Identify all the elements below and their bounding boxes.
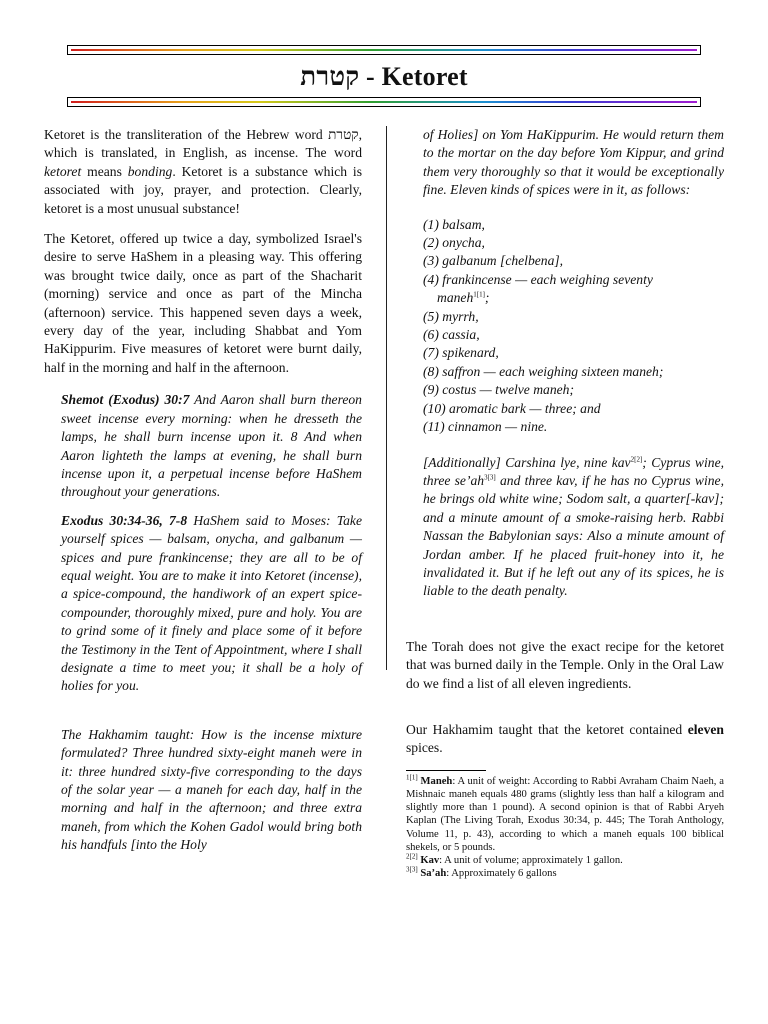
list-item: (2) onycha, — [423, 235, 485, 251]
footnote-rule — [406, 770, 486, 771]
title-border-top — [67, 45, 701, 55]
list-item-continued — [423, 289, 724, 307]
quote-add-c: and three kav, if he has no Cyprus wine, he brings old white wine; Sodom salt, a quarter[-kav]; and a minute amount of a smoke-raising herb. Rabbi Nassan the Babylonian says: Also a minute amount of Jordan amber. If he placed fruit-honey into it, he invalidated it. But if he left out any of its spices, he is liable to the death penalty. — [423, 472, 724, 599]
torah-paragraph: The Torah does not give the exact recipe for the ketoret that was burned daily in the Temple. Only in the Oral Law do we find a list of all eleven ingredients. — [406, 638, 724, 691]
list-item: (11) cinnamon — nine. — [423, 419, 548, 435]
quote-add-a: [Additionally] Carshina lye, nine kav — [423, 454, 631, 470]
footnote-1 — [406, 775, 724, 854]
intro-text-c: means — [81, 163, 128, 179]
page-title — [0, 62, 768, 92]
title-separator: - — [359, 62, 382, 91]
footnote-2 — [406, 854, 724, 867]
quote-exodus-text: HaShem said to Moses: Take yourself spices — balsam, onycha, and galbanum — spices and pure frankincense; they are all to be of equal weight. You are to make it into Ketoret (incense), a spice-compound, the handiwork of an expert spice-compounder, thoroughly mixed, pure and holy. You are to grind some of it finely and place some of it before the Testimony in the Tent of Appointment, where I shall designate a time to meet you; it shall be a holy of holies for you. — [61, 512, 362, 694]
footnote-number: 3[3] — [406, 865, 418, 874]
rainbow-rule-top — [71, 49, 697, 51]
list-item: (10) aromatic bark — three; and — [423, 400, 601, 416]
footnote-number: 2[2] — [406, 852, 418, 861]
intro-em-bonding: bonding — [127, 163, 173, 179]
rainbow-rule-bottom — [71, 101, 697, 103]
title-border-bottom — [67, 97, 701, 107]
list-item: (4) frankincense — each weighing seventy — [423, 271, 653, 287]
footnote-ref-3[interactable]: 3[3] — [484, 473, 496, 482]
list-item: (8) saffron — each weighing sixteen maneh; — [423, 363, 664, 379]
list-item: (9) costus — twelve maneh; — [423, 382, 575, 398]
spice4-maneh: maneh — [437, 290, 474, 306]
intro-text-d: . Ketoret is a substance which is associated with joy, prayer, and protection. Clearly, ketoret is a most unusual substance! — [44, 163, 362, 216]
footnote-3 — [406, 867, 724, 880]
intro-text-a: Ketoret is the transliteration of the Hebrew word — [44, 127, 329, 142]
quote-shemot-text: And Aaron shall burn thereon sweet incense every morning: when he dresseth the lamps, he shall burn incense upon it. 8 And when Aaron lighteth the lamps at evening, he shall burn incense upon it, a perpetual incense before HaShem throughout your generations. — [61, 392, 362, 500]
footnote-text: : Approximately 6 gallons — [446, 868, 557, 880]
offering-paragraph: The Ketoret, offered up twice a day, symbolized Israel's desire to serve HaShem in a pleasing way. This offering was brought twice daily, once as part of the Shacharit (morning) service and once as part of the Mincha (afternoon) service. This happened seven days a week, every day of the year, including Shabbat and Yom HaKippurim. Five measures of ketoret were burnt daily, half in the morning and half in the afternoon. — [44, 231, 362, 375]
footnote-number: 1[1] — [406, 773, 418, 782]
quote-shemot-ref: Shemot (Exodus) 30:7 — [61, 392, 190, 408]
quote-exodus — [61, 512, 362, 696]
footnote-text: : A unit of weight: According to Rabbi Avraham Chaim Naeh, a Mishnaic maneh equals 480 grams (slightly less than half a kilogram and slightly more than 1 pound). A second opinion is that of Rabbi Aryeh Kaplan (The Living Torah, Exodus 30:34, p. 445; The Torah Anthology, Volume 11, p. 43), according to which a maneh equals 100 biblical shekels, or 5 pounds. — [406, 775, 724, 853]
title-english: Ketoret — [381, 62, 468, 91]
quote-exodus-ref: Exodus 30:34-36, 7-8 — [61, 512, 188, 528]
list-item: (7) spikenard, — [423, 345, 499, 361]
spice4-end: ; — [484, 290, 490, 306]
footnote-term: Kav — [420, 855, 440, 866]
quote-shemot — [61, 391, 362, 501]
column-divider — [386, 126, 387, 670]
footnote-ref-1[interactable]: 1[1] — [473, 290, 485, 299]
spice-list — [423, 216, 724, 437]
intro-em-ketoret: ketoret — [44, 163, 82, 179]
footnote-ref-2[interactable]: 2[2] — [630, 454, 643, 463]
right-column — [406, 126, 724, 880]
list-item: (6) cassia, — [423, 327, 480, 343]
intro-hebrew: קטרת — [328, 127, 359, 142]
left-column — [44, 126, 362, 855]
title-hebrew: קטרת — [300, 62, 360, 91]
quote-hakhamim-continued: of Holies] on Yom HaKippurim. He would return them to the mortar on the day before Yom Kippur, and grind them very thoroughly so that it would be exceptionally fine. Eleven kinds of spices were in it, as follows: — [423, 127, 724, 198]
intro-text-b: , which is translated, in English, as incense. The word — [44, 127, 362, 161]
footnote-term: Maneh — [420, 775, 453, 787]
footnote-text: : A unit of volume; approximately 1 gallon. — [439, 855, 623, 866]
quote-hakhamim: The Hakhamim taught: How is the incense mixture formulated? Three hundred sixty-eight maneh were in it: three hundred sixty-five corresponding to the days of the solar year — a maneh for each day, half in the morning and half in the afternoon; and three extra maneh, from which the Kohen Gadol would bring both his handfuls [into the Holy — [61, 726, 362, 853]
hakhamim-text-a: Our Hakhamim taught that the ketoret contained — [406, 721, 688, 737]
list-item: (3) galbanum [chelbena], — [423, 253, 564, 269]
intro-paragraph — [44, 126, 362, 218]
footnote-term: Sa’ah — [420, 868, 447, 880]
hakhamim-text-c: spices. — [406, 740, 443, 756]
hakhamim-eleven: eleven — [687, 721, 724, 737]
quote-additionally — [423, 454, 724, 601]
quote-add-b: ; Cyprus wine, three se’ah — [423, 454, 724, 488]
hakhamim-paragraph — [406, 721, 724, 758]
list-item: (5) myrrh, — [423, 308, 479, 324]
list-item: (1) balsam, — [423, 216, 485, 232]
